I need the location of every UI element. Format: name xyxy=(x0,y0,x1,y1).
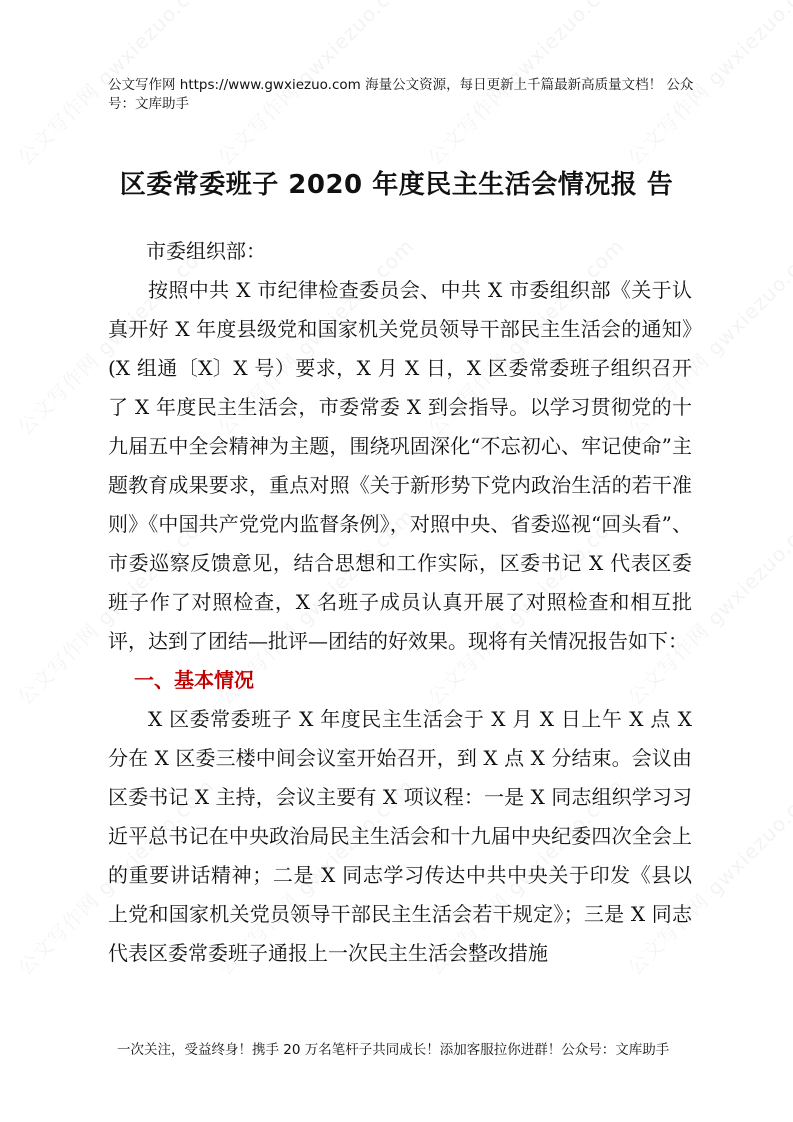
salutation: 市委组织部： xyxy=(146,239,266,263)
document-title: 区委常委班子 2020 年度民主生活会情况报 告 xyxy=(119,170,674,200)
section-heading-basic: 一、基本情况 xyxy=(134,668,254,692)
document-body xyxy=(108,232,692,973)
paragraph-intro: 按照中共 X 市纪律检查委员会、中共 X 市委组织部《关于认真开好 X 年度县级党和国家机关党员领导干部民主生活会的通知》(X 组通〔X〕X 号）要求，X 月 X 日，X 区委常委班子组织召开了 X 年度民主生活会，市委常委 X 到会指导。以学习贯彻党的十九届五中全会精神为主题，围绕巩固深化“不忘初心、牢记使命”主题教育成果要求，重点对照《关于新形势下党内政治生活的若干准则》《中国共产党党内监督条例》，对照中央、省委巡视“回头看”、市委巡察反馈意见，结合思想和工作实际，区委书记 X 代表区委班子作了对照检查，X 名班子成员认真开展了对照检查和相互批评，达到了团结—批评—团结的好效果。现将有关情况报告如下： xyxy=(108,278,692,653)
page-footer: 一次关注，受益终身！携手 20 万名笔杆子共同成长！添加客服拉你进群！公众号：文库助手 xyxy=(117,1042,670,1058)
page-header: 公文写作网 https://www.gwxiezuo.com 海量公文资源，每日更新上千篇最新高质量文档！ 公众号：文库助手 xyxy=(108,77,694,112)
paragraph-basic: X 区委常委班子 X 年度民主生活会于 X 月 X 日上午 X 点 X 分在 X 区委三楼中间会议室开始召开，到 X 点 X 分结束。会议由区委书记 X 主持，会议主要有 X 项议程：一是 X 同志组织学习习近平总书记在中央政治局民主生活会和十九届中央纪委四次全会上的重要讲话精神；二是 X 同志学习传达中共中央关于印发《县以上党和国家机关党员领导干部民主生活会若干规定》；三是 X 同志代表区委常委班子通报上一次民主生活会整改措施 xyxy=(108,707,692,965)
